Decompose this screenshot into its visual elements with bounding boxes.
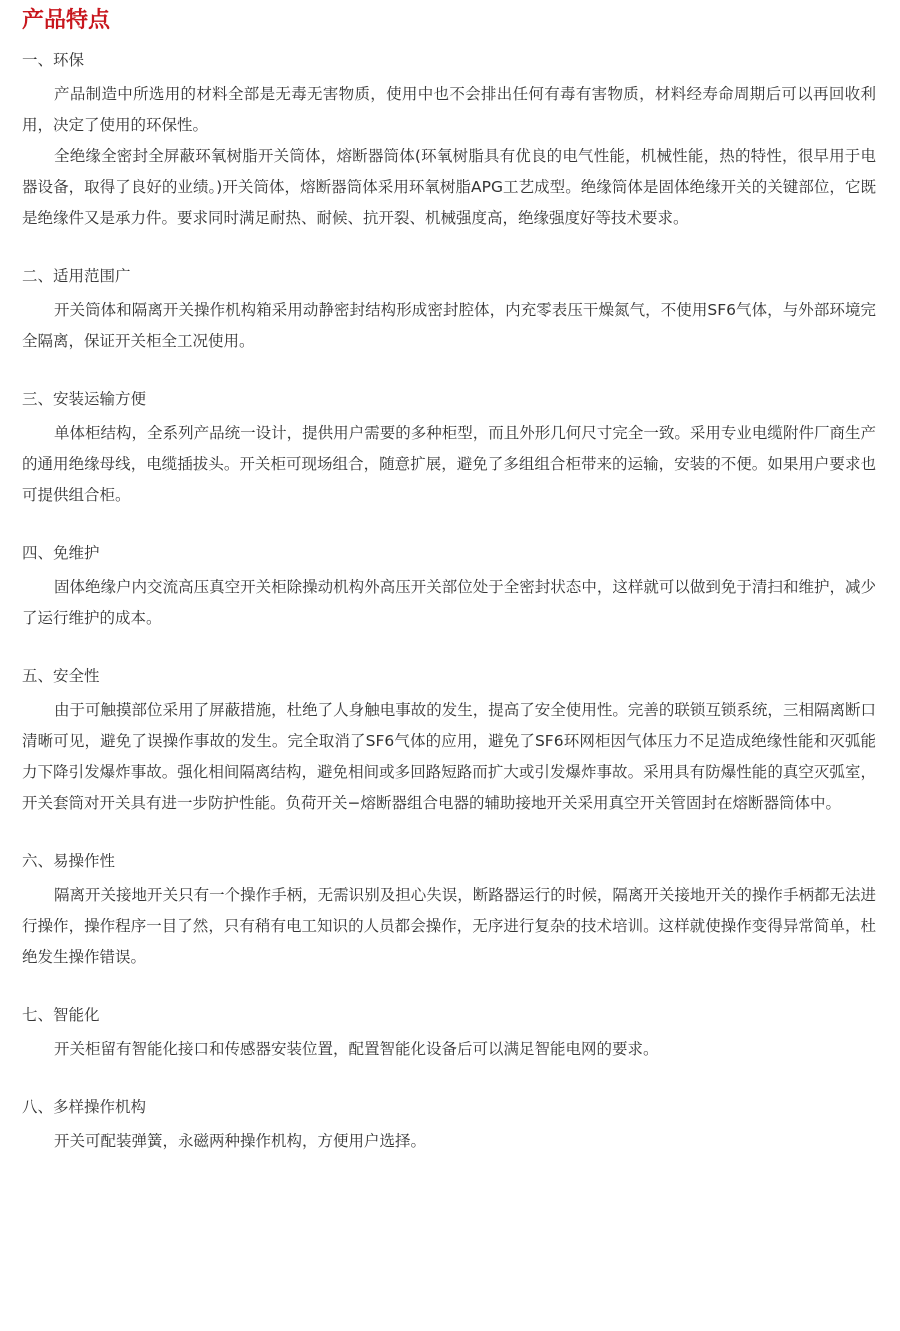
section-heading: 四、免维护 [22, 544, 100, 562]
page-title: 产品特点 [22, 8, 111, 33]
paragraph: 全绝缘全密封全屏蔽环氧树脂开关筒体，熔断器筒体(环氧树脂具有优良的电气性能，机械性能，热的特性，很早用于电器设备，取得了良好的业绩。)开关筒体，熔断器筒体采用环氧树脂APG工艺成型。绝缘筒体是固体绝缘开关的关键部位，它既是绝缘件又是承力件。要求同时满足耐热、耐候、抗开裂、机械强度高，绝缘强度好等技术要求。 [22, 147, 876, 227]
section-heading: 一、环保 [22, 51, 85, 69]
paragraph: 固体绝缘户内交流高压真空开关柜除操动机构外高压开关部位处于全密封状态中，这样就可以做到免于清扫和维护，减少了运行维护的成本。 [22, 578, 876, 627]
section-easy-installation [22, 389, 876, 511]
paragraph: 产品制造中所选用的材料全部是无毒无害物质，使用中也不会排出任何有毒有害物质，材料经寿命周期后可以再回收利用，决定了使用的环保性。 [22, 85, 876, 134]
section-heading: 六、易操作性 [22, 852, 116, 870]
paragraph: 由于可触摸部位采用了屏蔽措施，杜绝了人身触电事故的发生，提高了安全使用性。完善的联锁互锁系统，三相隔离断口清晰可见，避免了误操作事故的发生。完全取消了SF6气体的应用，避免了SF6环网柜因气体压力不足造成绝缘性能和灭弧能力下降引发爆炸事故。强化相间隔离结构，避免相间或多回路短路而扩大或引发爆炸事故。采用具有防爆性能的真空灭弧室，开关套筒对开关具有进一步防护性能。负荷开关−熔断器组合电器的辅助接地开关采用真空开关管固封在熔断器筒体中。 [22, 701, 876, 812]
section-maintenance-free [22, 543, 876, 634]
section-safety [22, 666, 876, 819]
section-operating-mechanisms [22, 1097, 876, 1157]
section-environmental [22, 50, 876, 234]
section-heading: 七、智能化 [22, 1006, 100, 1024]
section-heading: 八、多样操作机构 [22, 1098, 147, 1116]
section-heading: 二、适用范围广 [22, 267, 131, 285]
paragraph: 单体柜结构，全系列产品统一设计，提供用户需要的多种柜型，而且外形几何尺寸完全一致。采用专业电缆附件厂商生产的通用绝缘母线，电缆插拔头。开关柜可现场组合，随意扩展，避免了多组组合柜带来的运输，安装的不便。如果用户要求也可提供组合柜。 [22, 424, 876, 504]
section-heading: 五、安全性 [22, 667, 100, 685]
paragraph: 开关可配装弹簧，永磁两种操作机构，方便用户选择。 [54, 1132, 427, 1150]
paragraph: 开关柜留有智能化接口和传感器安装位置，配置智能化设备后可以满足智能电网的要求。 [54, 1040, 659, 1058]
section-wide-application [22, 266, 876, 357]
paragraph: 开关筒体和隔离开关操作机构箱采用动静密封结构形成密封腔体，内充零表压干燥氮气，不使用SF6气体，与外部环境完全隔离，保证开关柜全工况使用。 [22, 301, 876, 350]
section-heading: 三、安装运输方便 [22, 390, 147, 408]
section-intelligent [22, 1005, 876, 1065]
section-ease-of-operation [22, 851, 876, 973]
paragraph: 隔离开关接地开关只有一个操作手柄，无需识别及担心失误，断路器运行的时候，隔离开关接地开关的操作手柄都无法进行操作，操作程序一目了然，只有稍有电工知识的人员都会操作，无序进行复杂的技术培训。这样就使操作变得异常简单，杜绝发生操作错误。 [22, 886, 876, 966]
